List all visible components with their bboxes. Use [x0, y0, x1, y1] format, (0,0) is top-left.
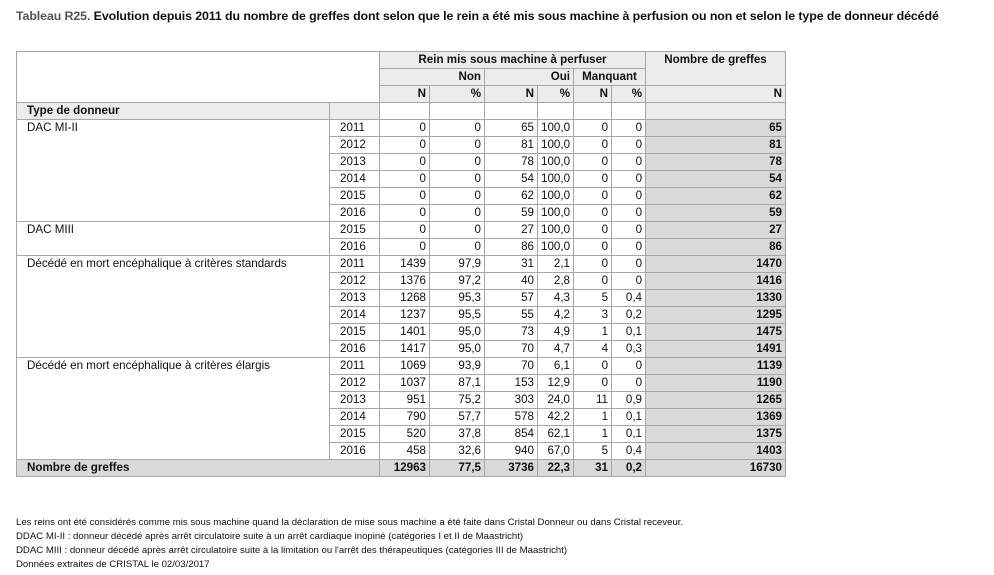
- year-cell: 2014: [330, 171, 380, 188]
- donor-type-label: Décédé en mort encéphalique à critères standards: [17, 256, 330, 358]
- total-man-n: 31: [574, 460, 612, 477]
- total-row: [17, 460, 786, 477]
- oui-pct-cell: 4,3: [538, 290, 574, 307]
- non-n-cell: 1037: [380, 375, 430, 392]
- manquant-n-cell: 0: [574, 205, 612, 222]
- year-cell: 2014: [330, 307, 380, 324]
- manquant-n-cell: 0: [574, 358, 612, 375]
- header-greffes: Nombre de greffes: [646, 52, 786, 86]
- manquant-n-cell: 0: [574, 256, 612, 273]
- header-spacer: [538, 103, 574, 120]
- manquant-pct-cell: 0,1: [612, 426, 646, 443]
- year-cell: 2016: [330, 205, 380, 222]
- oui-n-cell: 70: [485, 358, 538, 375]
- oui-n-cell: 65: [485, 120, 538, 137]
- manquant-pct-cell: 0,9: [612, 392, 646, 409]
- year-cell: 2012: [330, 273, 380, 290]
- manquant-n-cell: 5: [574, 443, 612, 460]
- manquant-pct-cell: 0,4: [612, 443, 646, 460]
- table-row: [17, 222, 786, 239]
- header-spacer: [485, 103, 538, 120]
- non-pct-cell: 37,8: [430, 426, 485, 443]
- oui-n-cell: 55: [485, 307, 538, 324]
- oui-pct-cell: 100,0: [538, 188, 574, 205]
- footnote: Données extraites de CRISTAL le 02/03/2017: [16, 559, 210, 570]
- non-pct-cell: 0: [430, 188, 485, 205]
- non-n-cell: 0: [380, 205, 430, 222]
- oui-pct-cell: 100,0: [538, 154, 574, 171]
- caption-label: Tableau R25.: [16, 9, 91, 23]
- non-pct-cell: 0: [430, 222, 485, 239]
- manquant-n-cell: 11: [574, 392, 612, 409]
- manquant-pct-cell: 0,3: [612, 341, 646, 358]
- non-n-cell: 951: [380, 392, 430, 409]
- oui-pct-cell: 6,1: [538, 358, 574, 375]
- oui-n-cell: 303: [485, 392, 538, 409]
- manquant-n-cell: 0: [574, 154, 612, 171]
- header-spacer: [646, 103, 786, 120]
- oui-n-cell: 153: [485, 375, 538, 392]
- non-pct-cell: 95,0: [430, 341, 485, 358]
- year-cell: 2013: [330, 154, 380, 171]
- table-row: [17, 256, 786, 273]
- header-machine: Rein mis sous machine à perfuser: [380, 52, 646, 69]
- header-blank: [17, 52, 380, 103]
- manquant-pct-cell: 0: [612, 205, 646, 222]
- non-pct-cell: 0: [430, 205, 485, 222]
- oui-pct-cell: 42,2: [538, 409, 574, 426]
- total-greffes-cell: 65: [646, 120, 786, 137]
- total-greffes-cell: 1491: [646, 341, 786, 358]
- oui-n-cell: 70: [485, 341, 538, 358]
- oui-n-cell: 27: [485, 222, 538, 239]
- total-greffes-cell: 1265: [646, 392, 786, 409]
- header-non: Non: [380, 69, 485, 86]
- manquant-n-cell: 1: [574, 426, 612, 443]
- non-n-cell: 520: [380, 426, 430, 443]
- oui-pct-cell: 67,0: [538, 443, 574, 460]
- oui-pct-cell: 4,2: [538, 307, 574, 324]
- non-n-cell: 1376: [380, 273, 430, 290]
- total-greffes-cell: 27: [646, 222, 786, 239]
- donor-type-label: DAC MIII: [17, 222, 330, 256]
- total-greffes-cell: 86: [646, 239, 786, 256]
- non-pct-cell: 75,2: [430, 392, 485, 409]
- table-body: [17, 120, 786, 460]
- table-row: [17, 358, 786, 375]
- manquant-n-cell: 0: [574, 222, 612, 239]
- oui-n-cell: 62: [485, 188, 538, 205]
- total-greffes-cell: 1295: [646, 307, 786, 324]
- greffes-table: [16, 51, 786, 477]
- manquant-n-cell: 5: [574, 290, 612, 307]
- total-greffes-cell: 59: [646, 205, 786, 222]
- manquant-n-cell: 0: [574, 375, 612, 392]
- year-cell: 2011: [330, 358, 380, 375]
- header-year-blank: [330, 103, 380, 120]
- oui-n-cell: 78: [485, 154, 538, 171]
- oui-pct-cell: 100,0: [538, 205, 574, 222]
- manquant-n-cell: 0: [574, 273, 612, 290]
- total-greffes-cell: 1375: [646, 426, 786, 443]
- non-n-cell: 1439: [380, 256, 430, 273]
- non-pct-cell: 0: [430, 239, 485, 256]
- table-caption: [16, 9, 978, 24]
- total-greffes-cell: 62: [646, 188, 786, 205]
- non-n-cell: 0: [380, 120, 430, 137]
- total-greffes-cell: 1403: [646, 443, 786, 460]
- total-greffes-cell: 1470: [646, 256, 786, 273]
- total-greffes-cell: 1475: [646, 324, 786, 341]
- header-spacer: [574, 103, 612, 120]
- donor-type-label: DAC MI-II: [17, 120, 330, 222]
- manquant-pct-cell: 0: [612, 171, 646, 188]
- header-pct: %: [430, 86, 485, 103]
- oui-n-cell: 81: [485, 137, 538, 154]
- manquant-pct-cell: 0,1: [612, 409, 646, 426]
- manquant-n-cell: 1: [574, 324, 612, 341]
- manquant-pct-cell: 0: [612, 188, 646, 205]
- manquant-n-cell: 0: [574, 239, 612, 256]
- manquant-pct-cell: 0: [612, 137, 646, 154]
- oui-pct-cell: 100,0: [538, 120, 574, 137]
- header-spacer: [430, 103, 485, 120]
- year-cell: 2016: [330, 341, 380, 358]
- year-cell: 2013: [330, 392, 380, 409]
- oui-n-cell: 86: [485, 239, 538, 256]
- manquant-n-cell: 0: [574, 120, 612, 137]
- non-pct-cell: 95,3: [430, 290, 485, 307]
- non-pct-cell: 93,9: [430, 358, 485, 375]
- oui-pct-cell: 2,8: [538, 273, 574, 290]
- year-cell: 2015: [330, 188, 380, 205]
- oui-n-cell: 40: [485, 273, 538, 290]
- total-greffes-cell: 54: [646, 171, 786, 188]
- year-cell: 2016: [330, 239, 380, 256]
- header-n: N: [574, 86, 612, 103]
- header-n: N: [380, 86, 430, 103]
- total-greffes-cell: 1416: [646, 273, 786, 290]
- table-row: [17, 120, 786, 137]
- manquant-pct-cell: 0,2: [612, 307, 646, 324]
- manquant-n-cell: 0: [574, 171, 612, 188]
- total-oui-n: 3736: [485, 460, 538, 477]
- header-manquant: Manquant: [574, 69, 646, 86]
- oui-pct-cell: 62,1: [538, 426, 574, 443]
- total-greffes-cell: 1369: [646, 409, 786, 426]
- year-cell: 2012: [330, 375, 380, 392]
- non-pct-cell: 97,9: [430, 256, 485, 273]
- non-pct-cell: 32,6: [430, 443, 485, 460]
- manquant-pct-cell: 0,1: [612, 324, 646, 341]
- non-n-cell: 0: [380, 154, 430, 171]
- manquant-pct-cell: 0: [612, 154, 646, 171]
- year-cell: 2014: [330, 409, 380, 426]
- year-cell: 2015: [330, 324, 380, 341]
- total-label: Nombre de greffes: [17, 460, 380, 477]
- oui-n-cell: 73: [485, 324, 538, 341]
- footnotes: [16, 516, 683, 572]
- total-man-pct: 0,2: [612, 460, 646, 477]
- oui-pct-cell: 24,0: [538, 392, 574, 409]
- non-pct-cell: 95,0: [430, 324, 485, 341]
- oui-pct-cell: 2,1: [538, 256, 574, 273]
- non-pct-cell: 57,7: [430, 409, 485, 426]
- manquant-n-cell: 3: [574, 307, 612, 324]
- header-pct: %: [538, 86, 574, 103]
- oui-pct-cell: 4,9: [538, 324, 574, 341]
- non-pct-cell: 0: [430, 120, 485, 137]
- oui-n-cell: 940: [485, 443, 538, 460]
- oui-n-cell: 578: [485, 409, 538, 426]
- total-greffes-cell: 1139: [646, 358, 786, 375]
- total-non-n: 12963: [380, 460, 430, 477]
- manquant-pct-cell: 0: [612, 273, 646, 290]
- oui-pct-cell: 100,0: [538, 222, 574, 239]
- oui-n-cell: 57: [485, 290, 538, 307]
- manquant-pct-cell: 0: [612, 358, 646, 375]
- manquant-pct-cell: 0: [612, 239, 646, 256]
- total-greffes: 16730: [646, 460, 786, 477]
- non-n-cell: 0: [380, 171, 430, 188]
- year-cell: 2011: [330, 256, 380, 273]
- oui-pct-cell: 12,9: [538, 375, 574, 392]
- oui-pct-cell: 4,7: [538, 341, 574, 358]
- oui-pct-cell: 100,0: [538, 239, 574, 256]
- year-cell: 2016: [330, 443, 380, 460]
- manquant-pct-cell: 0: [612, 222, 646, 239]
- year-cell: 2011: [330, 120, 380, 137]
- header-n: N: [646, 86, 786, 103]
- manquant-n-cell: 4: [574, 341, 612, 358]
- footnote: Les reins ont été considérés comme mis sous machine quand la déclaration de mise sous machine a été faite dans Cristal Donneur ou dans Cristal receveur.: [16, 517, 684, 528]
- oui-pct-cell: 100,0: [538, 137, 574, 154]
- donor-type-label: Décédé en mort encéphalique à critères élargis: [17, 358, 330, 460]
- manquant-n-cell: 1: [574, 409, 612, 426]
- oui-pct-cell: 100,0: [538, 171, 574, 188]
- header-oui: Oui: [485, 69, 574, 86]
- non-pct-cell: 95,5: [430, 307, 485, 324]
- manquant-n-cell: 0: [574, 188, 612, 205]
- manquant-pct-cell: 0: [612, 256, 646, 273]
- total-greffes-cell: 1330: [646, 290, 786, 307]
- year-cell: 2015: [330, 222, 380, 239]
- total-oui-pct: 22,3: [538, 460, 574, 477]
- non-n-cell: 1417: [380, 341, 430, 358]
- oui-n-cell: 54: [485, 171, 538, 188]
- non-n-cell: 1401: [380, 324, 430, 341]
- total-greffes-cell: 78: [646, 154, 786, 171]
- non-n-cell: 1268: [380, 290, 430, 307]
- non-n-cell: 1237: [380, 307, 430, 324]
- footnote: DDAC MI-II : donneur décédé après arrêt circulatoire suite à un arrêt cardiaque inopiné (catégories I et II de Maastricht): [16, 531, 524, 542]
- non-n-cell: 458: [380, 443, 430, 460]
- non-n-cell: 1069: [380, 358, 430, 375]
- header-type-donneur: Type de donneur: [17, 103, 330, 120]
- oui-n-cell: 31: [485, 256, 538, 273]
- non-pct-cell: 87,1: [430, 375, 485, 392]
- year-cell: 2012: [330, 137, 380, 154]
- non-n-cell: 0: [380, 188, 430, 205]
- non-pct-cell: 0: [430, 171, 485, 188]
- manquant-pct-cell: 0: [612, 120, 646, 137]
- non-n-cell: 0: [380, 239, 430, 256]
- header-n: N: [485, 86, 538, 103]
- manquant-pct-cell: 0: [612, 375, 646, 392]
- header-spacer: [612, 103, 646, 120]
- year-cell: 2013: [330, 290, 380, 307]
- oui-n-cell: 59: [485, 205, 538, 222]
- non-pct-cell: 0: [430, 137, 485, 154]
- non-pct-cell: 97,2: [430, 273, 485, 290]
- year-cell: 2015: [330, 426, 380, 443]
- manquant-n-cell: 0: [574, 137, 612, 154]
- non-n-cell: 0: [380, 137, 430, 154]
- oui-n-cell: 854: [485, 426, 538, 443]
- total-greffes-cell: 1190: [646, 375, 786, 392]
- header-pct: %: [612, 86, 646, 103]
- total-greffes-cell: 81: [646, 137, 786, 154]
- footnote: DDAC MIII : donneur décédé après arrêt circulatoire suite à la limitation ou l'arrêt des thérapeutiques (catégories III de Maastricht): [16, 545, 568, 556]
- caption-text: Evolution depuis 2011 du nombre de greffes dont selon que le rein a été mis sous machine à perfusion ou non et selon le type de donneur décédé: [90, 9, 939, 23]
- non-pct-cell: 0: [430, 154, 485, 171]
- manquant-pct-cell: 0,4: [612, 290, 646, 307]
- header-spacer: [380, 103, 430, 120]
- total-non-pct: 77,5: [430, 460, 485, 477]
- non-n-cell: 0: [380, 222, 430, 239]
- non-n-cell: 790: [380, 409, 430, 426]
